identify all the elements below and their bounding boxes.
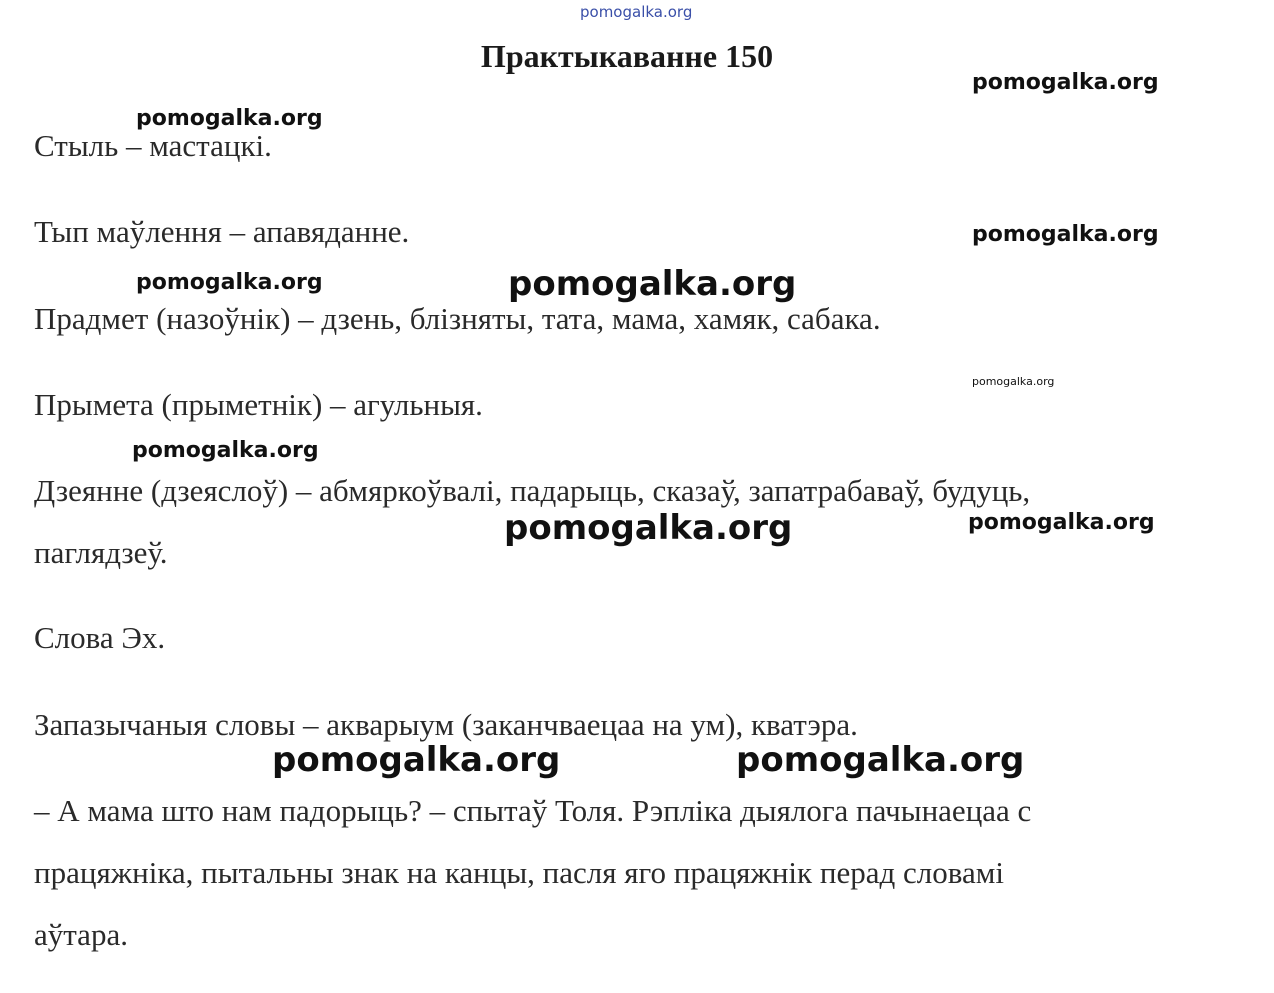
text-line-speech-type: Тып маўлення – апавяданне. <box>34 214 410 249</box>
text-line-dialogue-end: аўтара. <box>34 917 128 952</box>
watermark: pomogalka.org <box>508 264 797 304</box>
text-line-interjection: Слова Эх. <box>34 620 166 655</box>
watermark: pomogalka.org <box>968 510 1155 535</box>
text-line-nouns: Прадмет (назоўнік) – дзень, блізняты, тата, мама, хамяк, сабака. <box>34 301 881 336</box>
watermark: pomogalka.org <box>972 70 1159 95</box>
page-title: Практыкаванне 150 <box>480 38 774 74</box>
watermark-top: pomogalka.org <box>580 3 693 21</box>
text-line-verbs: Дзеянне (дзеяслоў) – абмяркоўвалі, падарыць, сказаў, запатрабаваў, будуць, <box>34 473 1031 508</box>
watermark: pomogalka.org <box>136 270 323 295</box>
text-line-verbs-cont: паглядзеў. <box>34 535 168 570</box>
text-line-adjectives: Прымета (прыметнік) – агульныя. <box>34 387 483 422</box>
watermark: pomogalka.org <box>736 740 1025 780</box>
text-line-loanwords: Запазычаныя словы – акварыум (заканчваецаа на ум), кватэра. <box>34 707 858 742</box>
watermark: pomogalka.org <box>972 375 1055 388</box>
watermark: pomogalka.org <box>136 106 323 131</box>
text-line-style: Стыль – мастацкі. <box>34 128 272 163</box>
watermark: pomogalka.org <box>272 740 561 780</box>
watermark: pomogalka.org <box>972 222 1159 247</box>
watermark: pomogalka.org <box>132 438 319 463</box>
text-line-dialogue: – А мама што нам падорыць? – спытаў Толя. Рэпліка дыялога пачынаецаа с <box>34 793 1032 828</box>
text-line-dialogue-cont: працяжніка, пытальны знак на канцы, пасля яго працяжнік перад словамі <box>34 855 1004 890</box>
watermark: pomogalka.org <box>504 508 793 548</box>
